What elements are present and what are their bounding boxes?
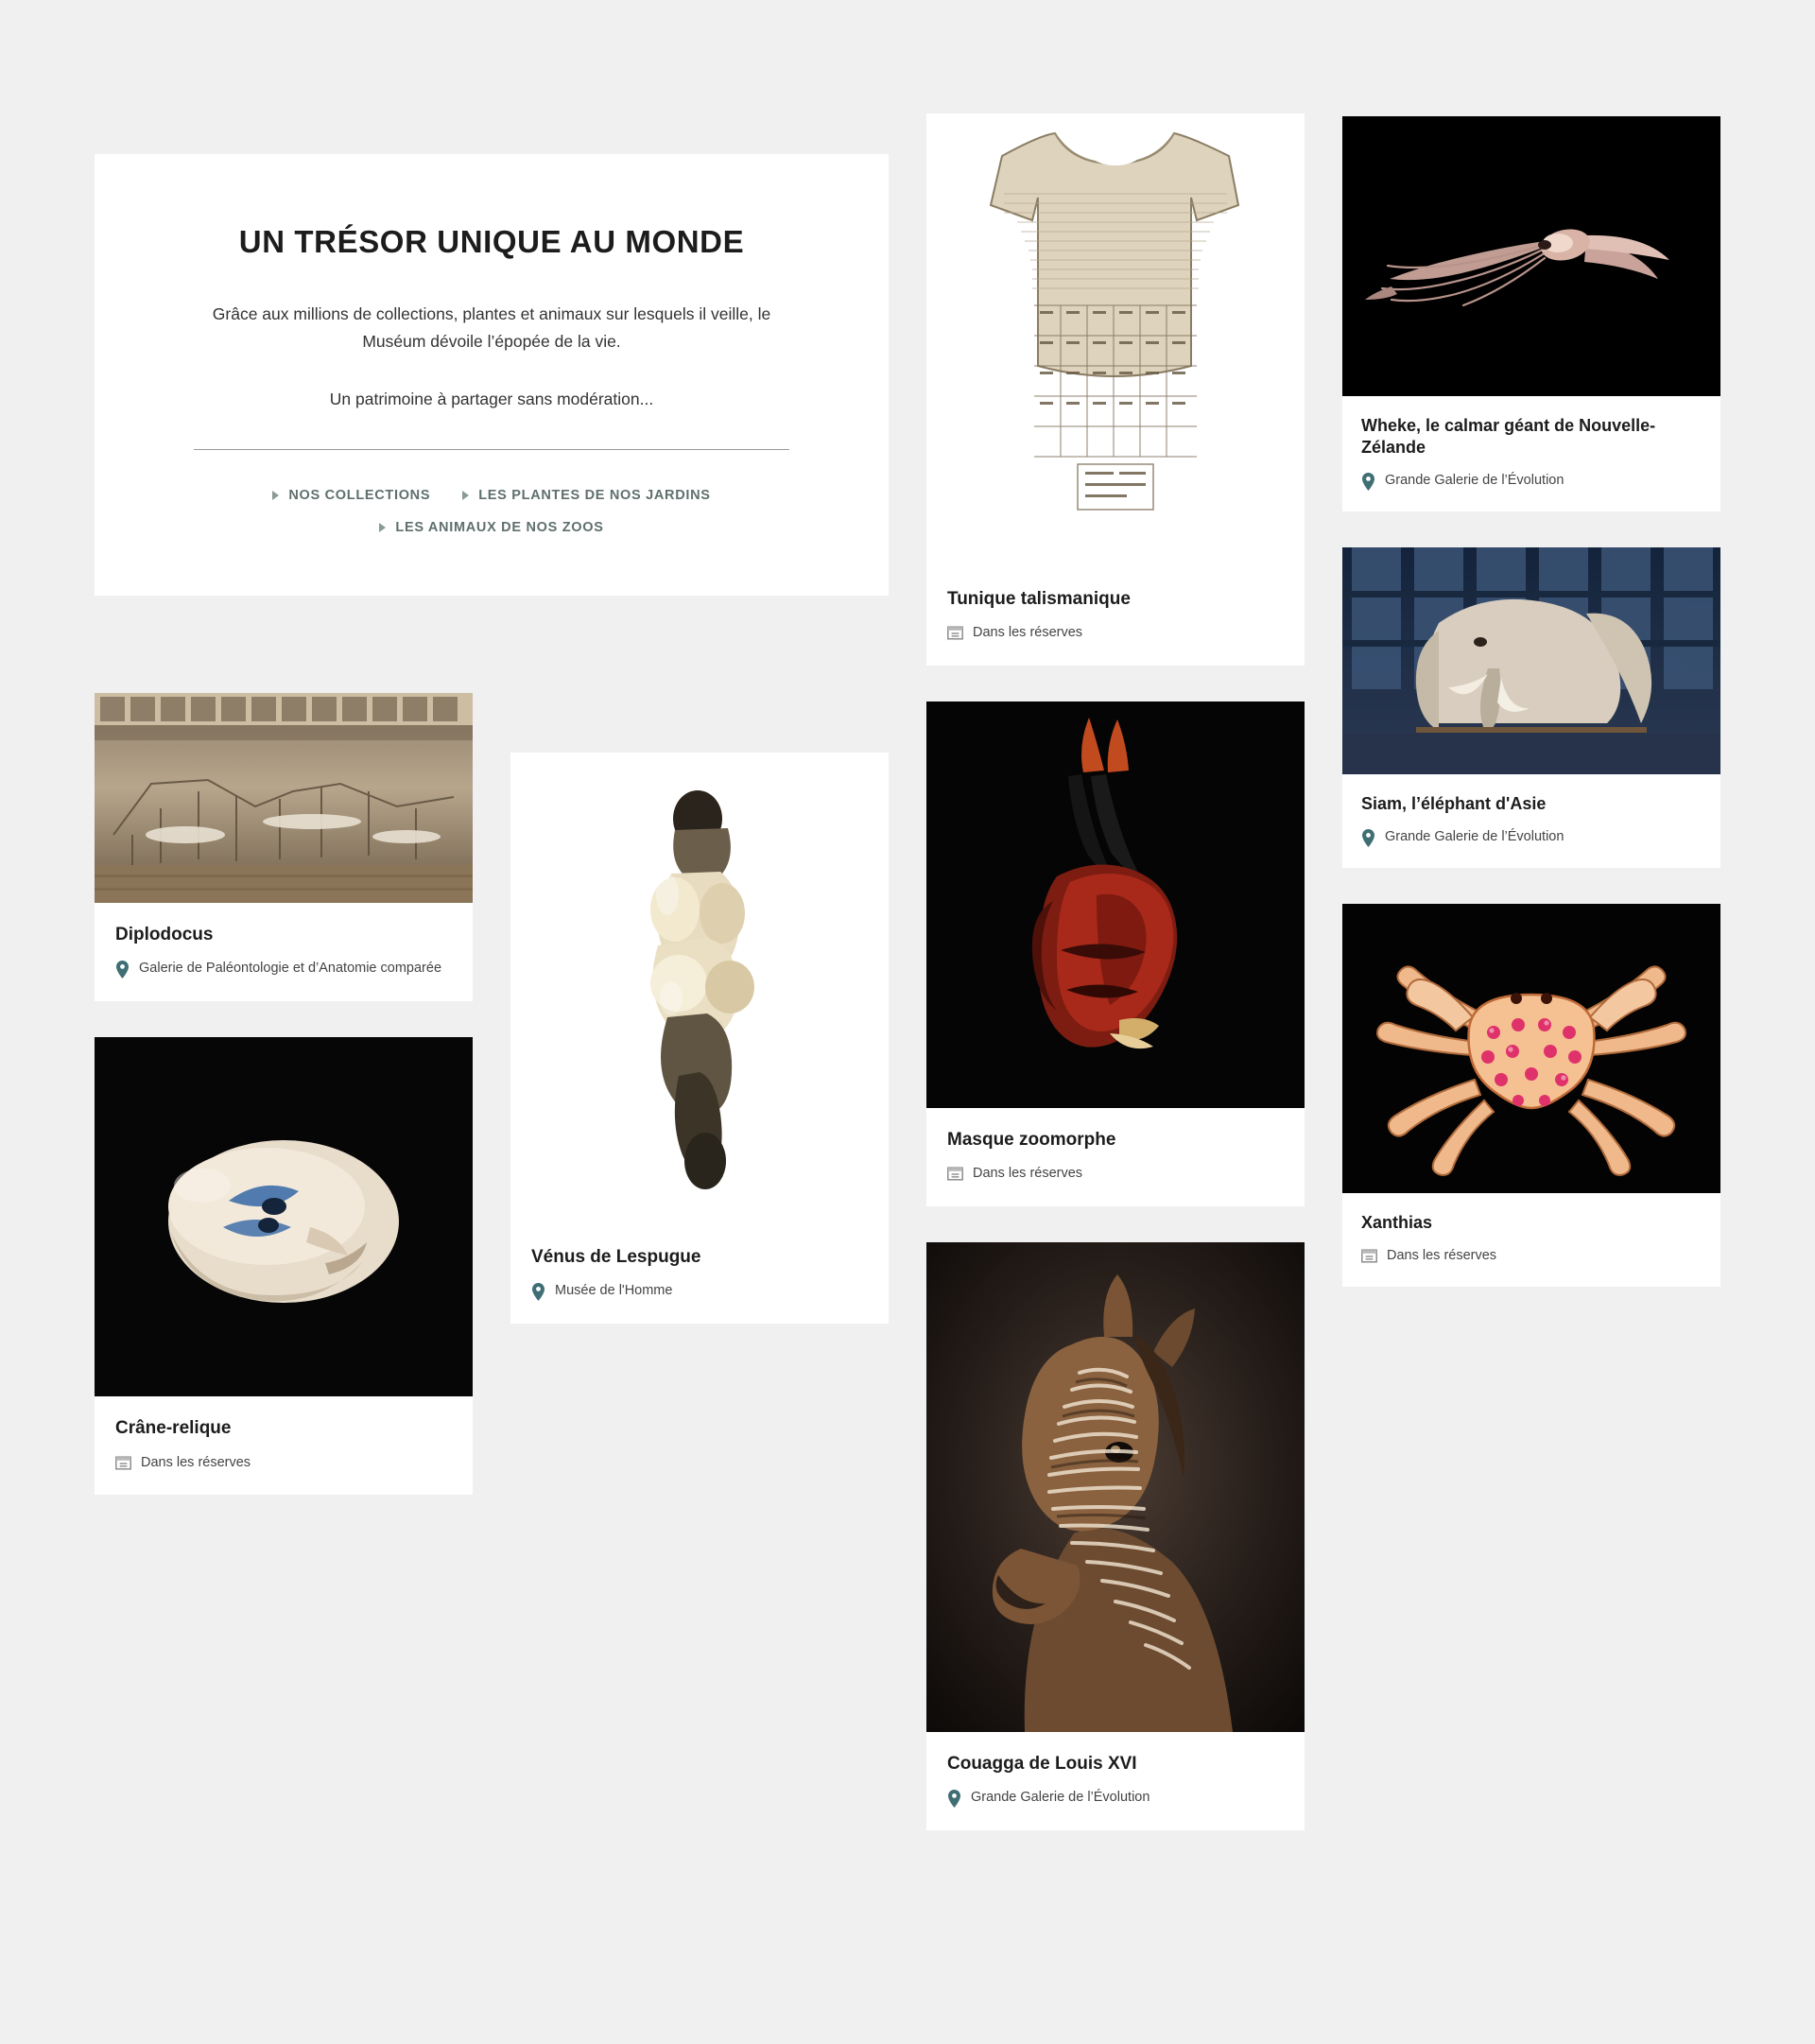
triangle-right-icon [462,491,469,500]
grid-column-4 [1342,116,1720,1323]
xanthias-body [1342,1193,1720,1287]
map-pin-icon [531,1283,545,1301]
grid-column-3 [926,113,1305,1866]
tunique-body [926,567,1305,666]
xanthias-title: Xanthias [1361,1213,1433,1233]
hero-links [170,482,813,541]
couagga-location-text: Grande Galerie de l’Évolution [971,1790,1150,1806]
hero-paragraph-2: Un patrimoine à partager sans modération... [329,390,654,408]
siam-location [1361,828,1702,847]
xanthias-location [1361,1247,1702,1266]
couagga-image [926,1242,1305,1732]
venus-location [531,1282,868,1301]
link-les-plantes-label: LES PLANTES DE NOS JARDINS [478,487,711,503]
archive-box-icon [947,625,963,641]
archive-box-icon [1361,1248,1377,1264]
map-pin-icon [947,1790,961,1808]
card-siam[interactable] [1342,547,1720,868]
diplodocus-location [115,960,452,979]
link-nos-collections[interactable] [272,482,430,509]
card-venus-de-lespugue[interactable] [510,753,889,1324]
triangle-right-icon [379,523,386,532]
archive-box-icon [947,1166,963,1182]
wheke-location-text: Grande Galerie de l’Évolution [1385,473,1564,489]
hero-paragraph-1: Grâce aux millions de collections, plantes et animaux sur lesquels il veille, le Muséum dévoile l’épopée de la vie. [212,304,771,352]
masque-image [926,702,1305,1108]
link-les-plantes-de-nos-jardins[interactable] [462,482,710,509]
crane-relique-location-text: Dans les réserves [141,1454,251,1470]
link-les-animaux-label: LES ANIMAUX DE NOS ZOOS [395,519,604,535]
xanthias-location-text: Dans les réserves [1387,1248,1497,1264]
link-nos-collections-label: NOS COLLECTIONS [288,487,431,503]
couagga-location [947,1789,1284,1808]
card-wheke[interactable] [1342,116,1720,511]
diplodocus-body [95,903,473,1001]
page-title: UN TRÉSOR UNIQUE AU MONDE [238,224,745,259]
crane-relique-location [115,1454,452,1473]
masque-body [926,1108,1305,1206]
xanthias-image [1342,904,1720,1193]
grid-column-2 [510,753,889,1360]
hero-divider [194,449,789,450]
masque-location-text: Dans les réserves [973,1166,1083,1182]
tunique-title: Tunique talismanique [947,589,1131,609]
tunique-image [926,113,1305,567]
wheke-location [1361,472,1702,491]
venus-body [510,1225,889,1324]
tunique-location-text: Dans les réserves [973,625,1083,641]
masque-location [947,1165,1284,1184]
siam-location-text: Grande Galerie de l’Évolution [1385,829,1564,845]
wheke-title: Wheke, le calmar géant de Nouvelle-Zélande [1361,416,1656,458]
diplodocus-location-text: Galerie de Paléontologie et d’Anatomie comparée [139,961,442,977]
grid-column-1 [95,693,473,1531]
map-pin-icon [1361,473,1375,491]
masque-title: Masque zoomorphe [947,1129,1116,1150]
tunique-location [947,624,1284,643]
venus-location-text: Musée de l'Homme [555,1283,673,1299]
siam-image [1342,547,1720,774]
crane-relique-title: Crâne-relique [115,1418,232,1439]
card-couagga-de-louis-xvi[interactable] [926,1242,1305,1830]
wheke-body [1342,396,1720,511]
card-tunique-talismanique[interactable] [926,113,1305,666]
venus-image [510,753,889,1225]
triangle-right-icon [272,491,279,500]
siam-body [1342,774,1720,868]
archive-box-icon [115,1455,131,1471]
crane-relique-body [95,1396,473,1495]
crane-relique-image [95,1037,473,1396]
card-masque-zoomorphe[interactable] [926,702,1305,1206]
card-xanthias[interactable] [1342,904,1720,1287]
diplodocus-title: Diplodocus [115,925,214,944]
wheke-image [1342,116,1720,396]
card-crane-relique[interactable] [95,1037,473,1495]
hero-card [95,154,889,596]
diplodocus-image [95,693,473,903]
couagga-body [926,1732,1305,1830]
map-pin-icon [1361,829,1375,847]
couagga-title: Couagga de Louis XVI [947,1753,1137,1774]
venus-title: Vénus de Lespugue [531,1247,701,1267]
link-les-animaux-de-nos-zoos[interactable] [379,514,603,541]
siam-title: Siam, l’éléphant d'Asie [1361,794,1547,814]
map-pin-icon [115,961,130,979]
card-diplodocus[interactable] [95,693,473,1001]
